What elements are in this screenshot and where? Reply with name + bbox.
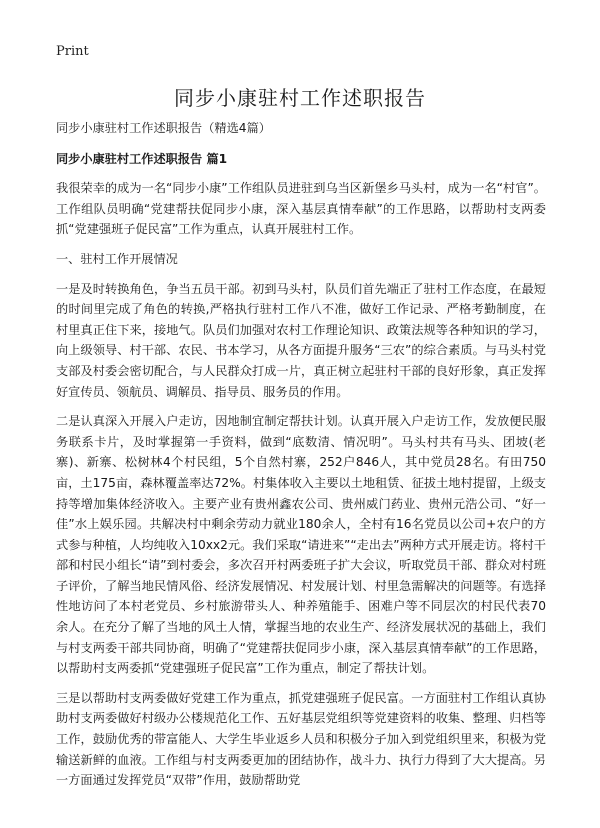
document-subtitle: 同步小康驻村工作述职报告（精选4篇）: [56, 121, 271, 135]
document-body: [56, 118, 546, 800]
paragraph-2: 二是认真深入开展入户走访，因地制宜制定帮扶计划。认真开展入户走访工作，发放便民服务联系卡片，及时掌握第一手资料，做到“底数清、情况明”。马头村共有马头、团坡(老寨)、新寨、松树林4个村民组，5个自然村寨，252户846人，其中党员28名。有田750亩，土175亩，森林覆盖率达72%。村集体收入主要以土地租赁、征拔土地村提留，上级支持等增加集体经济收入。主要产业有贵州鑫农公司、贵州威门药业、贵州元浩公司、“好一佳”水上娱乐园。共解决村中剩余劳动力就业180余人，全村有16名党员以公司+农户的方式参与种植，人均纯收入10xx2元。我们采取“请进来”“走出去”两种方式开展走访。将村干部和村民小组长“请”到村委会，多次召开村两委班子扩大会议，听取党员干部、群众对村班子评价，了解当地民情风俗、经济发展情况、村发展计划、村里急需解决的问题等。有选择性地访问了本村老党员、乡村旅游带头人、种养殖能手、困难户等不同层次的村民代表70余人。在充分了解了当地的风土人情，掌握当地的农业生产、经济发展状况的基础上，我们与村支两委干部共同协商，明确了“党建帮扶促同步小康，深入基层真情奉献”的工作思路，以帮助村支两委抓“党建强班子促民富”工作为重点，制定了帮扶计划。: [56, 414, 546, 676]
paragraph-1: 一是及时转换角色，争当五员干部。初到马头村，队员们首先端正了驻村工作态度，在最短的时间里完成了角色的转换,严格执行驻村工作八不准，做好工作记录、严格考勤制度，在村里真正住下来，接地气。队员们加强对农村工作理论知识、政策法规等各种知识的学习，向上级领导、村干部、农民、书本学习，从各方面提升服务“三农”的综合素质。与马头村党支部及村委会密切配合，与人民群众打成一片，真正树立起驻村干部的良好形象，真正发挥好宣传员、领航员、调解员、指导员、服务员的作用。: [56, 281, 546, 399]
page-title: 同步小康驻村工作述职报告: [174, 86, 426, 110]
paragraph-heading-1: 一、驻村工作开展情况: [56, 251, 178, 266]
paragraph-3: 三是以帮助村支两委做好党建工作为重点，抓党建强班子促民富。一方面驻村工作组认真协助村支两委做好村级办公楼规范化工作、五好基层党组织等党建资料的收集、整理、归档等工作，鼓励优秀的带富能人、大学生毕业返乡人员和积极分子加入到党组织里来，积极为党输送新鲜的血液。工作组与村支两委更加的团结协作，战斗力、执行力得到了大大提高。另一方面通过发挥党员“双带”作用，鼓励帮助党: [56, 690, 546, 788]
print-label: Print: [56, 44, 89, 59]
paragraph-intro: 我很荣幸的成为一名“同步小康”工作组队员进驻到乌当区新堡乡马头村，成为一名“村官”。工作组队员明确“党建帮扶促同步小康，深入基层真情奉献”的工作思路，以帮助村支两委抓“党建强班子促民富”工作为重点，认真开展驻村工作。: [56, 181, 546, 237]
section-heading: 同步小康驻村工作述职报告 篇1: [56, 151, 228, 166]
